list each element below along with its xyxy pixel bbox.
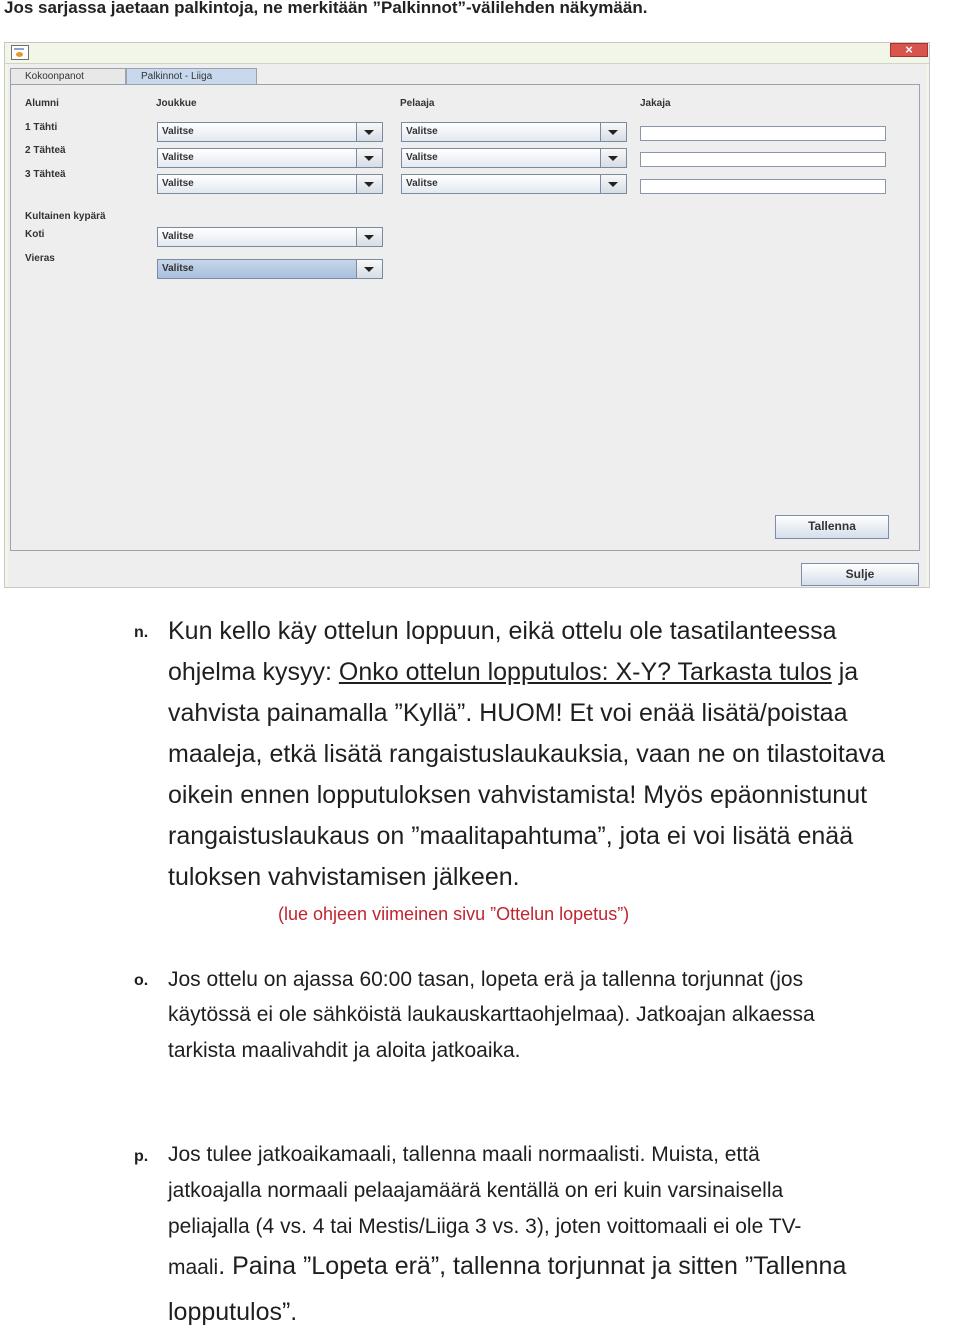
presenter-field-3[interactable] bbox=[640, 179, 886, 194]
item-marker-o: o. bbox=[134, 972, 149, 989]
team-combo-2[interactable] bbox=[157, 148, 383, 168]
item-p-line-2: jatkoajalla normaali pelaajamäärä kentällä on eri kuin varsinaisella bbox=[168, 1179, 784, 1202]
save-button[interactable]: Tallenna bbox=[775, 515, 889, 539]
item-p-line-1: Jos tulee jatkoaikamaali, tallenna maali normaalisti. Muista, että bbox=[168, 1143, 760, 1166]
player-combo-2[interactable] bbox=[401, 148, 627, 168]
header-presenter: Jakaja bbox=[640, 98, 671, 109]
item-n-line-7: tuloksen vahvistamisen jälkeen. bbox=[168, 863, 520, 891]
chevron-down-icon[interactable] bbox=[600, 123, 626, 141]
row-label-2-stars: 2 Tähteä bbox=[25, 145, 66, 156]
item-n-line-5: oikein ennen lopputuloksen vahvistamista! Myös epäonnistunut bbox=[168, 781, 868, 809]
presenter-field-2[interactable] bbox=[640, 152, 886, 167]
chevron-down-icon[interactable] bbox=[356, 260, 382, 278]
row-label-3-stars: 3 Tähteä bbox=[25, 169, 66, 180]
combo-value: Valitse bbox=[406, 126, 438, 137]
combo-value: Valitse bbox=[162, 152, 194, 163]
tab-awards-liiga[interactable]: Palkinnot - Liiga bbox=[126, 68, 257, 84]
team-combo-1[interactable] bbox=[157, 122, 383, 142]
golden-helmet-label: Kultainen kypärä bbox=[25, 211, 106, 222]
item-p-line-5: lopputulos”. bbox=[168, 1298, 298, 1326]
item-p-line-4a: maali bbox=[168, 1256, 219, 1279]
home-helmet-combo[interactable] bbox=[157, 227, 383, 247]
item-n-line-1: Kun kello käy ottelun loppuun, eikä ottelu ole tasatilanteessa bbox=[168, 617, 837, 645]
row-label-1-star: 1 Tähti bbox=[25, 122, 58, 133]
item-n-line-4: maaleja, etkä lisätä rangaistuslaukauksia, vaan ne on tilastoitava bbox=[168, 740, 886, 768]
combo-value: Valitse bbox=[406, 152, 438, 163]
header-alumni: Alumni bbox=[25, 98, 59, 109]
item-o-line-2: käytössä ei ole sähköistä laukauskarttaohjelmaa). Jatkoajan alkaessa bbox=[168, 1003, 815, 1026]
window-left-border bbox=[5, 64, 8, 587]
item-o-line-1: Jos ottelu on ajassa 60:00 tasan, lopeta erä ja tallenna torjunnat (jos bbox=[168, 968, 804, 991]
combo-value: Valitse bbox=[406, 178, 438, 189]
item-n-note: (lue ohjeen viimeinen sivu ”Ottelun lopetus”) bbox=[278, 904, 630, 924]
intro-text: Jos sarjassa jaetaan palkintoja, ne merkitään ”Palkinnot”-välilehden näkymään. bbox=[4, 0, 648, 17]
away-helmet-combo[interactable] bbox=[157, 259, 383, 279]
item-o-line-3: tarkista maalivahdit ja aloita jatkoaika. bbox=[168, 1039, 521, 1062]
item-p-line-4 bbox=[168, 1252, 846, 1281]
tab-lineups[interactable]: Kokoonpanot bbox=[10, 68, 126, 84]
chevron-down-icon[interactable] bbox=[356, 123, 382, 141]
chevron-down-icon[interactable] bbox=[600, 175, 626, 193]
item-n-line-2b: ja bbox=[831, 658, 859, 686]
player-combo-1[interactable] bbox=[401, 122, 627, 142]
java-app-icon bbox=[11, 45, 29, 60]
chevron-down-icon[interactable] bbox=[356, 228, 382, 246]
chevron-down-icon[interactable] bbox=[356, 149, 382, 167]
combo-value: Valitse bbox=[162, 178, 194, 189]
header-player: Pelaaja bbox=[400, 98, 435, 109]
away-label: Vieras bbox=[25, 253, 55, 264]
item-p-line-4b: . Paina ”Lopeta erä”, tallenna torjunnat ja sitten ”Tallenna bbox=[218, 1252, 847, 1280]
window-close-button[interactable]: × bbox=[890, 43, 928, 57]
team-combo-3[interactable] bbox=[157, 174, 383, 194]
combo-value: Valitse bbox=[162, 231, 194, 242]
item-n-line-3: vahvista painamalla ”Kyllä”. HUOM! Et voi enää lisätä/poistaa bbox=[168, 699, 848, 727]
item-p-line-3: peliajalla (4 vs. 4 tai Mestis/Liiga 3 vs. 3), joten voittomaali ei ole TV- bbox=[168, 1215, 802, 1238]
chevron-down-icon[interactable] bbox=[600, 149, 626, 167]
header-team: Joukkue bbox=[156, 98, 197, 109]
item-marker-n: n. bbox=[134, 624, 149, 641]
combo-value: Valitse bbox=[162, 263, 194, 274]
player-combo-3[interactable] bbox=[401, 174, 627, 194]
combo-value: Valitse bbox=[162, 126, 194, 137]
window-right-border bbox=[926, 64, 929, 587]
confirm-question: Onko ottelun lopputulos: X-Y? Tarkasta tulos bbox=[338, 658, 832, 686]
item-n-line-2 bbox=[168, 652, 858, 693]
chevron-down-icon[interactable] bbox=[356, 175, 382, 193]
home-label: Koti bbox=[25, 229, 45, 240]
awards-window bbox=[4, 42, 930, 588]
window-titlebar bbox=[5, 43, 929, 64]
item-marker-p: p. bbox=[134, 1148, 149, 1165]
item-n-line-6: rangaistuslaukaus on ”maalitapahtuma”, jota ei voi lisätä enää bbox=[168, 822, 854, 850]
close-button[interactable]: Sulje bbox=[801, 563, 919, 586]
presenter-field-1[interactable] bbox=[640, 126, 886, 141]
item-n-line-2a: ohjelma kysyy: bbox=[168, 658, 339, 686]
